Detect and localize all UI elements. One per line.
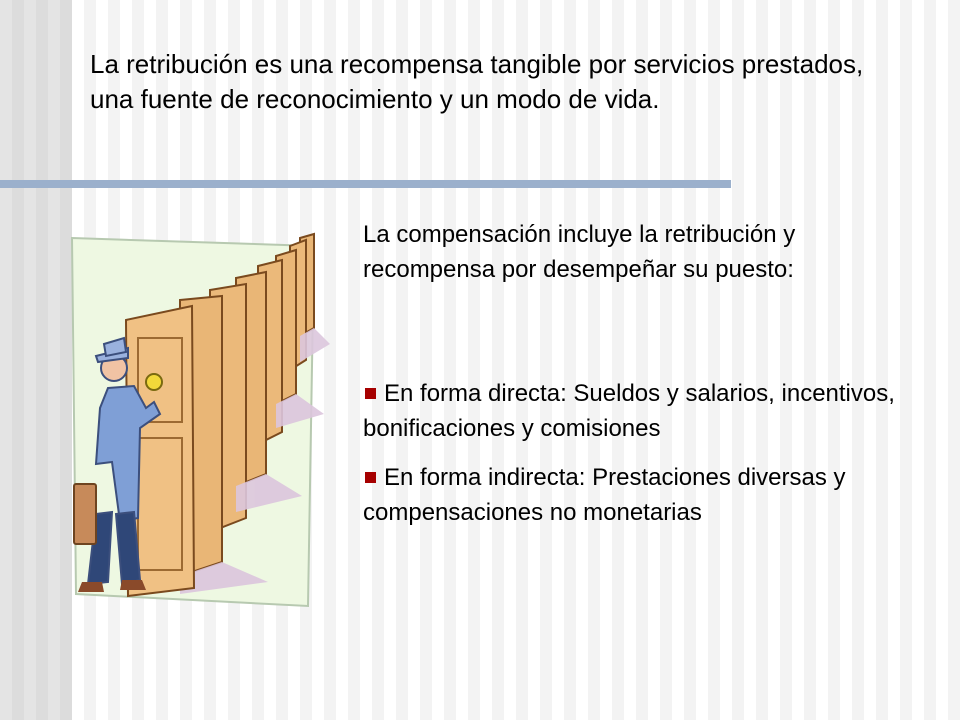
bullet-item bbox=[363, 461, 903, 530]
left-background-band bbox=[0, 0, 72, 720]
bullet-text: En forma directa: Sueldos y salarios, incentivos, bonificaciones y comisiones bbox=[363, 380, 895, 442]
square-bullet-icon bbox=[365, 388, 376, 399]
square-bullet-icon bbox=[365, 472, 376, 483]
man-opening-doors-clipart-icon bbox=[68, 232, 330, 610]
bullet-list bbox=[363, 377, 903, 545]
slide-title: La retribución es una recompensa tangible por servicios prestados, una fuente de reconocimiento y un modo de vida. bbox=[90, 49, 864, 114]
bullet-text: En forma indirecta: Prestaciones diversas y compensaciones no monetarias bbox=[363, 464, 846, 526]
bullet-item bbox=[363, 377, 903, 446]
title-divider-bar bbox=[0, 180, 731, 188]
intro-text: La compensación incluye la retribución y recompensa por desempeñar su puesto: bbox=[363, 221, 796, 283]
